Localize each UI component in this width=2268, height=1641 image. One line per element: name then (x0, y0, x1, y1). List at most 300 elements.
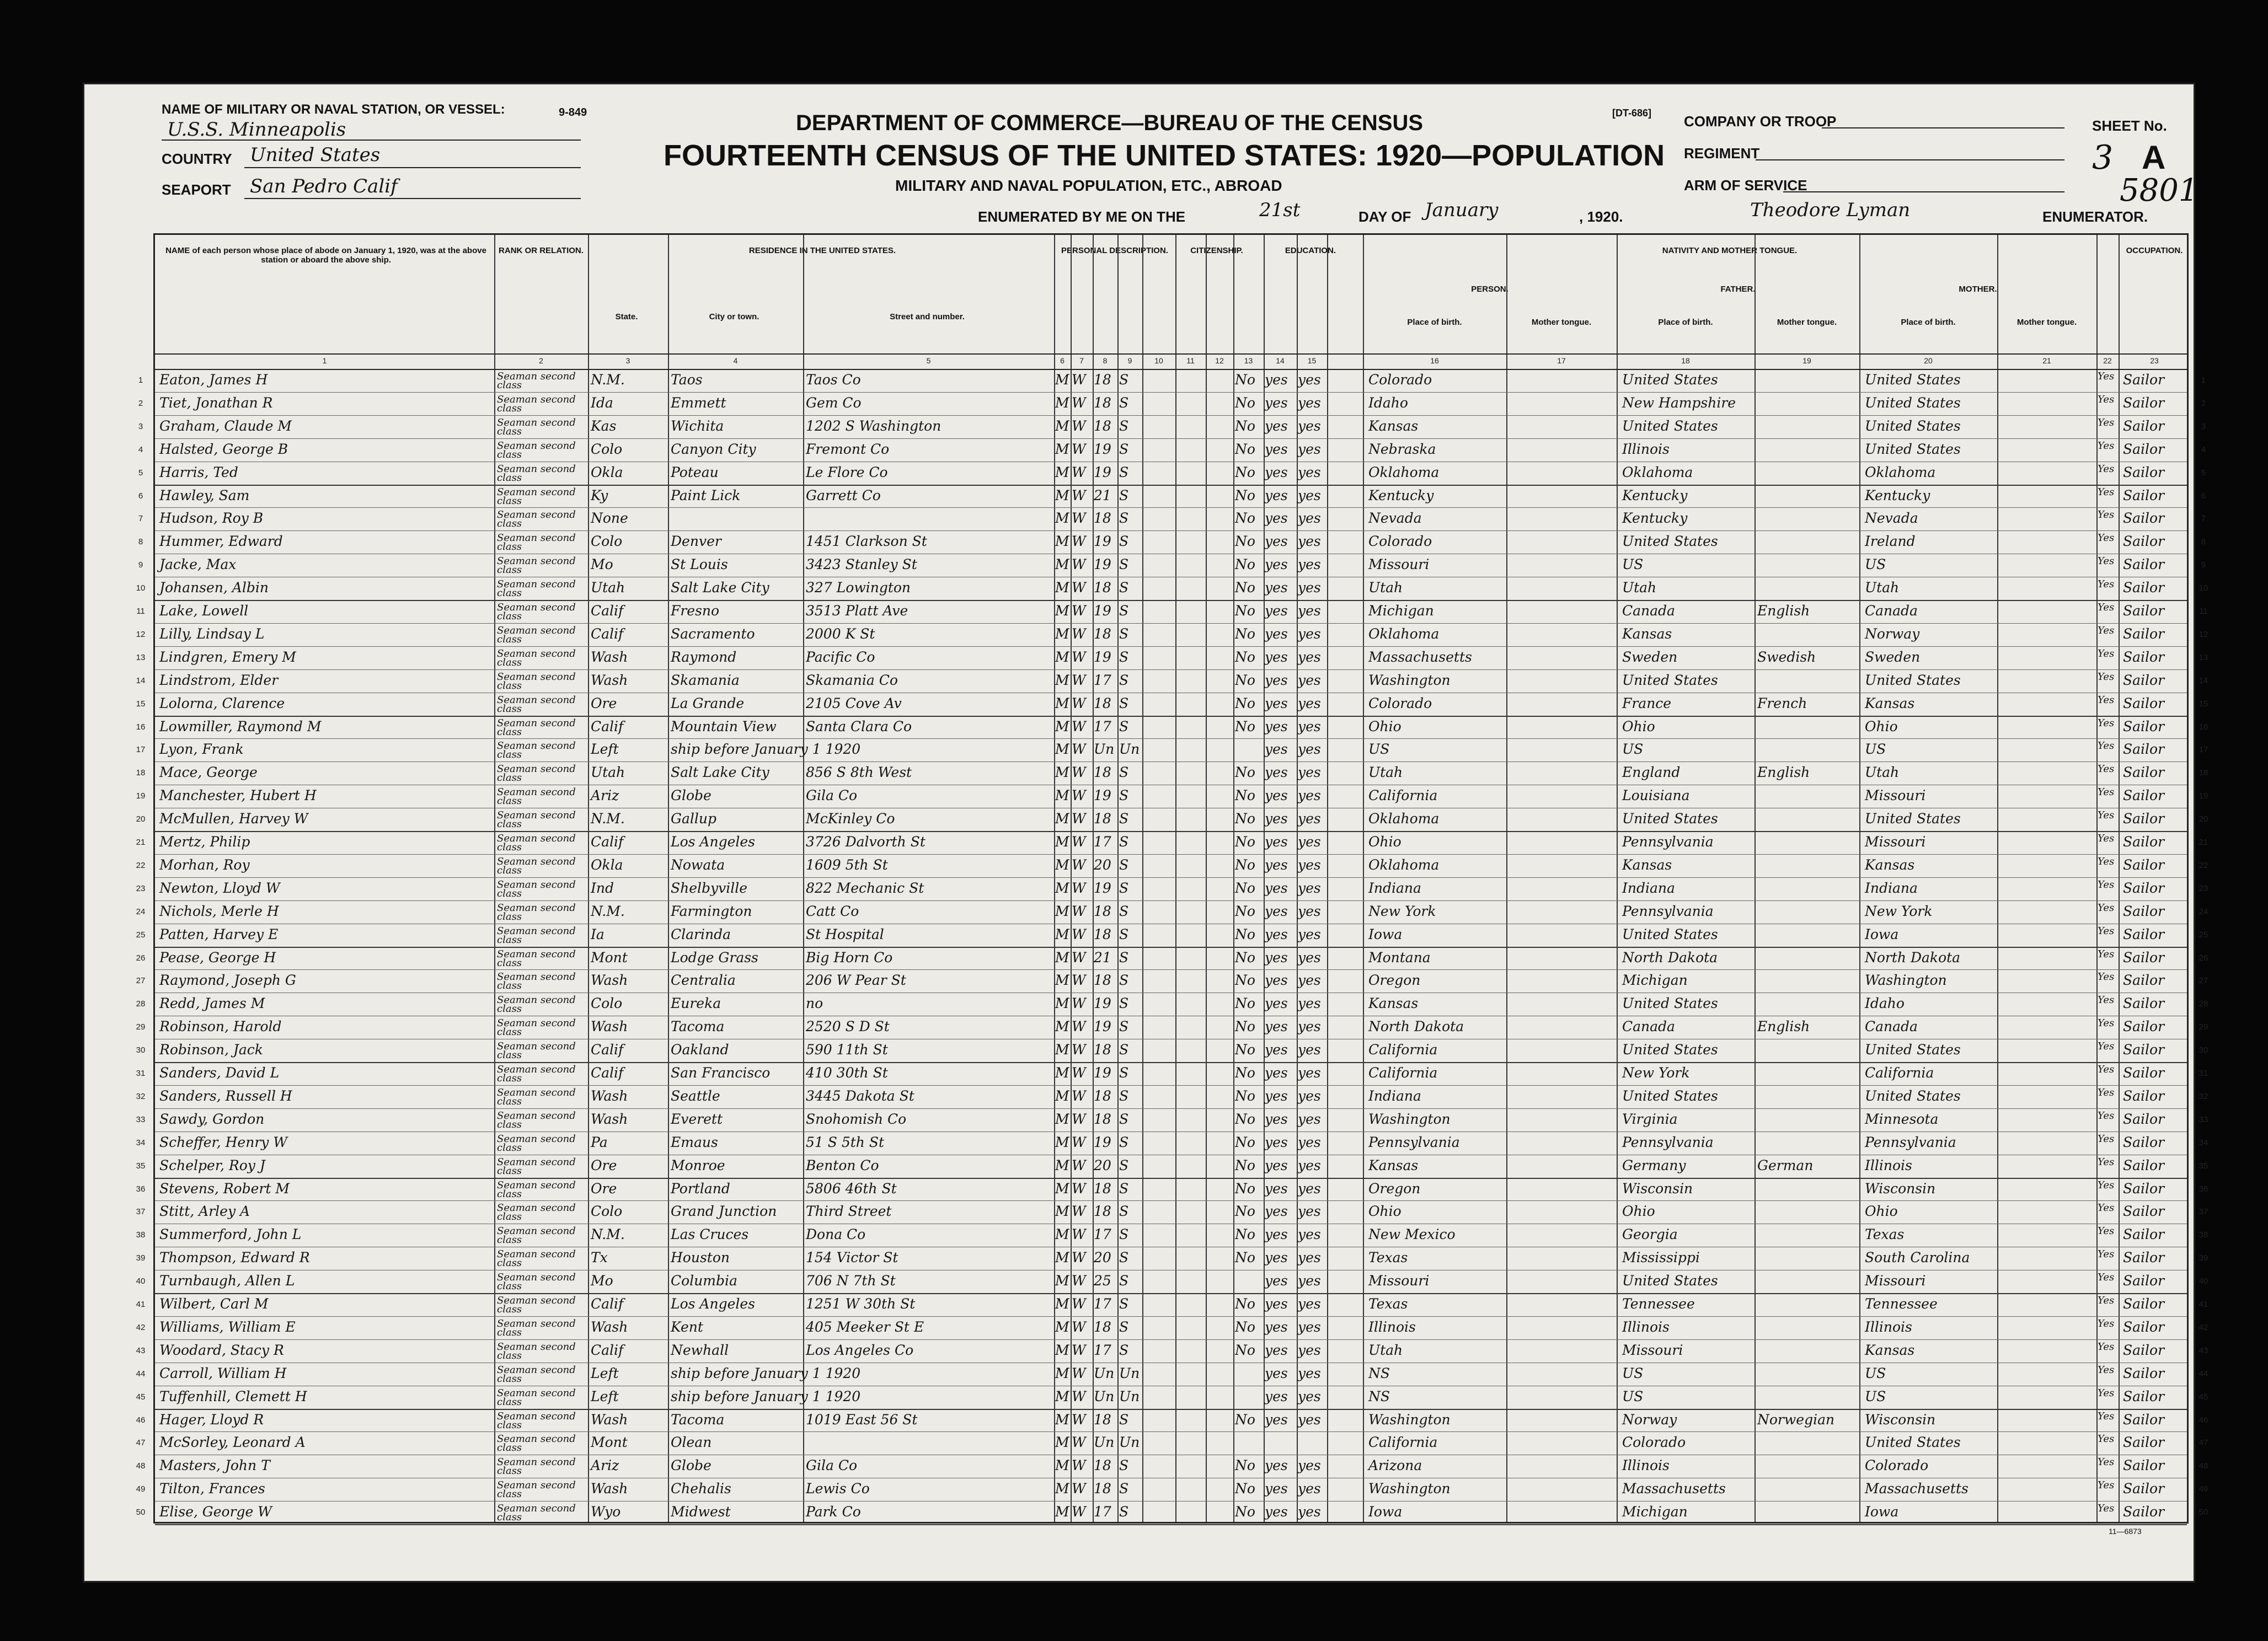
cell-fpob: United States (1622, 1273, 1718, 1289)
cell-att: No (1235, 1134, 1255, 1150)
cell-age: 19 (1094, 1065, 1111, 1081)
cell-sex: M (1055, 625, 1069, 642)
cell-fpob: United States (1622, 811, 1718, 827)
cell-street: Snohomish Co (806, 1111, 907, 1127)
cell-age: 18 (1094, 394, 1111, 411)
cell-mpob: Sweden (1865, 648, 1921, 665)
cell-ms: S (1119, 1411, 1129, 1428)
cell-sex: M (1055, 972, 1069, 989)
header-person-pob: Place of birth. (1407, 318, 1462, 327)
cell-speak: Yes (2098, 1503, 2115, 1515)
cell-state: Colo (591, 1203, 623, 1220)
cell-sex: M (1055, 533, 1069, 550)
cell-state: N.M. (591, 903, 625, 919)
cell-rank: Seaman second class (497, 1317, 576, 1338)
cell-att: No (1235, 1249, 1255, 1266)
cell-age: 18 (1094, 811, 1111, 827)
column-number: 22 (2103, 356, 2112, 365)
cell-city: San Francisco (671, 1065, 771, 1081)
cell-age: 19 (1094, 603, 1111, 619)
cell-ms: S (1119, 1457, 1129, 1474)
row-number-right: 38 (2199, 1230, 2208, 1240)
row-number-left: 44 (136, 1369, 146, 1379)
cell-speak: Yes (2098, 1086, 2115, 1098)
cell-race: W (1072, 510, 1086, 527)
cell-att: No (1235, 464, 1255, 480)
header-street: Street and number. (890, 312, 965, 321)
cell-city: Columbia (671, 1273, 737, 1289)
cell-state: Wyo (591, 1504, 621, 1520)
header-person: PERSON. (1471, 285, 1509, 294)
cell-name: Lolorna, Clarence (159, 695, 285, 711)
cell-read: yes (1265, 1481, 1288, 1497)
cell-state: Wash (591, 1318, 628, 1335)
cell-age: 18 (1094, 625, 1111, 642)
cell-pob: California (1368, 1434, 1438, 1451)
cell-att: No (1235, 1065, 1255, 1081)
cell-race: W (1072, 417, 1086, 434)
cell-occ: Sailor (2123, 764, 2165, 781)
cell-sex: M (1055, 1365, 1069, 1381)
cell-race: W (1072, 1365, 1086, 1381)
cell-speak: Yes (2098, 509, 2115, 521)
sheet-letter: A (2142, 139, 2166, 176)
cell-age: 17 (1094, 672, 1111, 688)
row-number-left: 25 (136, 930, 146, 940)
cell-mpob: Ohio (1865, 718, 1898, 734)
cell-speak: Yes (2098, 439, 2115, 452)
cell-occ: Sailor (2123, 533, 2165, 550)
cell-race: W (1072, 1249, 1086, 1266)
row-number-right: 25 (2199, 930, 2208, 940)
enumerated-prefix: ENUMERATED BY ME ON THE (978, 208, 1186, 225)
cell-pob: Washington (1368, 672, 1451, 688)
cell-speak: Yes (2098, 1225, 2115, 1237)
census-title: FOURTEENTH CENSUS OF THE UNITED STATES: 1920—POPULATION (664, 139, 1665, 172)
cell-age: Un (1094, 1388, 1115, 1404)
cell-rank: Seaman second class (497, 1225, 576, 1246)
cell-occ: Sailor (2123, 856, 2165, 873)
cell-write: yes (1298, 856, 1321, 873)
cell-att: No (1235, 1226, 1255, 1243)
cell-att: No (1235, 764, 1255, 781)
cell-write: yes (1298, 625, 1321, 642)
cell-write: yes (1298, 1018, 1321, 1035)
cell-race: W (1072, 1134, 1086, 1150)
row-number-right: 13 (2199, 652, 2208, 662)
cell-state: Calif (591, 625, 624, 642)
cell-read: yes (1265, 1111, 1288, 1127)
row-number-left: 3 (138, 421, 143, 431)
cell-write: yes (1298, 533, 1321, 550)
cell-att: No (1235, 856, 1255, 873)
cell-pob: Ohio (1368, 834, 1402, 850)
cell-speak: Yes (2098, 555, 2115, 567)
cell-occ: Sailor (2123, 1411, 2165, 1428)
cell-ms: S (1119, 1180, 1129, 1197)
cell-mpob: Iowa (1865, 926, 1899, 942)
cell-speak: Yes (2098, 393, 2115, 405)
cell-pob: Oklahoma (1368, 811, 1440, 827)
cell-street: Garrett Co (806, 487, 881, 503)
row-number-right: 9 (2201, 560, 2206, 570)
cell-state: Wash (591, 1018, 628, 1035)
cell-street: 856 S 8th West (806, 764, 912, 781)
cell-name: McSorley, Leonard A (159, 1434, 306, 1451)
row-number-left: 48 (136, 1461, 146, 1471)
cell-speak: Yes (2098, 1387, 2115, 1399)
cell-state: Calif (591, 1042, 624, 1058)
cell-age: 19 (1094, 880, 1111, 896)
cell-sex: M (1055, 1504, 1069, 1520)
cell-ms: Un (1119, 1434, 1140, 1451)
cell-mpob: United States (1865, 441, 1961, 457)
header-name: NAME of each person whose place of abode on January 1, 1920, was at the above station or aboard the above ship. (165, 246, 486, 265)
cell-state: Calif (591, 834, 624, 850)
cell-occ: Sailor (2123, 1365, 2165, 1381)
row-number-left: 24 (136, 907, 146, 916)
cell-read: yes (1265, 372, 1288, 388)
cell-name: Lyon, Frank (159, 741, 244, 758)
cell-name: Tilton, Frances (159, 1481, 265, 1497)
cell-city: Chehalis (671, 1481, 731, 1497)
cell-write: yes (1298, 1342, 1321, 1358)
cell-race: W (1072, 672, 1086, 688)
cell-att: No (1235, 648, 1255, 665)
cell-fpob: North Dakota (1622, 949, 1718, 966)
cell-mpob: Wisconsin (1865, 1180, 1936, 1197)
cell-att: No (1235, 372, 1255, 388)
cell-race: W (1072, 487, 1086, 503)
cell-fpob: Tennessee (1622, 1296, 1695, 1312)
cell-write: yes (1298, 926, 1321, 942)
cell-read: yes (1265, 1388, 1288, 1404)
cell-sex: M (1055, 648, 1069, 665)
day-of-label: DAY OF (1358, 208, 1411, 225)
cell-city: Nowata (671, 856, 725, 873)
header-citizenship: CITIZENSHIP. (1190, 246, 1243, 255)
cell-street: 5806 46th St (806, 1180, 897, 1197)
cell-occ: Sailor (2123, 1342, 2165, 1358)
column-number: 2 (539, 356, 543, 365)
cell-speak: Yes (2098, 809, 2115, 822)
cell-att: No (1235, 1180, 1255, 1197)
cell-speak: Yes (2098, 948, 2115, 960)
cell-fpob: Kansas (1622, 625, 1672, 642)
cell-state: Colo (591, 533, 623, 550)
header-father: FATHER. (1720, 285, 1756, 294)
cell-occ: Sailor (2123, 417, 2165, 434)
cell-race: W (1072, 580, 1086, 596)
row-number-right: 44 (2199, 1369, 2208, 1379)
cell-ftongue: German (1757, 1157, 1814, 1173)
census-subtitle: MILITARY AND NAVAL POPULATION, ETC., ABROAD (895, 177, 1282, 194)
cell-street: 822 Mechanic St (806, 880, 924, 896)
seaport-value: San Pedro Calif (250, 175, 398, 197)
header-mother-tongue: Mother tongue. (2016, 318, 2077, 327)
cell-occ: Sailor (2123, 1481, 2165, 1497)
cell-read: yes (1265, 1411, 1288, 1428)
cell-ms: S (1119, 1318, 1129, 1335)
cell-street: 1609 5th St (806, 856, 888, 873)
cell-mpob: Canada (1865, 1018, 1918, 1035)
cell-mpob: Kentucky (1865, 487, 1930, 503)
cell-state: Wash (591, 1481, 628, 1497)
cell-read: yes (1265, 1226, 1288, 1243)
company-underline (1822, 127, 2064, 128)
cell-street: 1451 Clarkson St (806, 533, 927, 550)
row-number-left: 4 (138, 444, 143, 454)
cell-read: yes (1265, 903, 1288, 919)
cell-read: yes (1265, 949, 1288, 966)
cell-street: 1019 East 56 St (806, 1411, 918, 1428)
cell-fpob: Kentucky (1622, 487, 1688, 503)
row-number-left: 31 (136, 1069, 146, 1078)
cell-city: Poteau (671, 464, 719, 480)
cell-city: Los Angeles (671, 1296, 756, 1312)
cell-rank: Seaman second class (497, 833, 576, 853)
cell-fpob: United States (1622, 926, 1718, 942)
cell-city: Shelbyville (671, 880, 748, 896)
cell-fpob: Canada (1622, 1018, 1675, 1035)
column-number: 9 (1127, 356, 1132, 365)
cell-name: Sanders, David L (159, 1065, 280, 1081)
cell-pob: Utah (1368, 1342, 1403, 1358)
cell-sex: M (1055, 1273, 1069, 1289)
cell-city: Wichita (671, 417, 724, 434)
cell-mpob: US (1865, 741, 1886, 758)
cell-read: yes (1265, 880, 1288, 896)
column-number: 17 (1557, 356, 1566, 365)
cell-read: yes (1265, 764, 1288, 781)
cell-ms: S (1119, 811, 1129, 827)
row-number-right: 6 (2201, 491, 2206, 501)
cell-occ: Sailor (2123, 1434, 2165, 1451)
cell-rank: Seaman second class (497, 439, 576, 460)
row-number-left: 41 (136, 1300, 146, 1309)
cell-age: 18 (1094, 764, 1111, 781)
cell-sex: M (1055, 811, 1069, 827)
cell-race: W (1072, 949, 1086, 966)
cell-sex: M (1055, 1318, 1069, 1335)
cell-street: 1251 W 30th St (806, 1296, 916, 1312)
census-sheet (83, 83, 2208, 1583)
cell-pob: Colorado (1368, 533, 1432, 550)
cell-pob: Washington (1368, 1411, 1451, 1428)
row-number-right: 8 (2201, 537, 2206, 547)
cell-state: Wash (591, 672, 628, 688)
column-number: 14 (1276, 356, 1285, 365)
cell-occ: Sailor (2123, 1018, 2165, 1035)
cell-sex: M (1055, 580, 1069, 596)
cell-write: yes (1298, 1134, 1321, 1150)
cell-mpob: United States (1865, 672, 1961, 688)
cell-fpob: Massachusetts (1622, 1481, 1726, 1497)
cell-speak: Yes (2098, 1156, 2115, 1168)
cell-occ: Sailor (2123, 1065, 2165, 1081)
row-number-right: 35 (2199, 1161, 2208, 1171)
cell-ms: S (1119, 1134, 1129, 1150)
cell-state: Left (591, 1388, 619, 1404)
cell-ftongue: English (1757, 603, 1810, 619)
cell-street: 3423 Stanley St (806, 556, 917, 573)
cell-sex: M (1055, 441, 1069, 457)
station-underline (162, 140, 581, 141)
enumerator-label: ENUMERATOR. (2042, 208, 2148, 225)
cell-fpob: United States (1622, 672, 1718, 688)
row-number-left: 17 (136, 745, 146, 755)
cell-street: 327 Lowington (806, 580, 911, 596)
cell-occ: Sailor (2123, 1087, 2165, 1104)
cell-speak: Yes (2098, 925, 2115, 937)
cell-name: Masters, John T (159, 1457, 270, 1474)
cell-state: Ky (591, 487, 608, 503)
cell-city: Gallup (671, 811, 716, 827)
cell-pob: Oklahoma (1368, 625, 1440, 642)
cell-name: Morhan, Roy (159, 856, 250, 873)
cell-pob: Washington (1368, 1481, 1451, 1497)
cell-att: No (1235, 1342, 1255, 1358)
cell-age: 18 (1094, 1042, 1111, 1058)
cell-rank: Seaman second class (497, 1410, 576, 1431)
cell-state: Okla (591, 856, 623, 873)
cell-occ: Sailor (2123, 510, 2165, 527)
cell-occ: Sailor (2123, 1111, 2165, 1127)
row-number-left: 20 (136, 814, 146, 824)
cell-city: Globe (671, 1457, 712, 1474)
cell-pob: Oklahoma (1368, 856, 1440, 873)
cell-speak: Yes (2098, 671, 2115, 683)
cell-fpob: United States (1622, 1042, 1718, 1058)
cell-pob: Idaho (1368, 394, 1408, 411)
cell-ms: S (1119, 580, 1129, 596)
cell-pob: North Dakota (1368, 1018, 1464, 1035)
column-number: 7 (1079, 356, 1084, 365)
cell-ms: Un (1119, 1365, 1140, 1381)
row-number-right: 10 (2199, 583, 2208, 593)
cell-read: yes (1265, 394, 1288, 411)
row-number-right: 19 (2199, 791, 2208, 801)
cell-fpob: US (1622, 556, 1644, 573)
cell-att: No (1235, 718, 1255, 734)
cell-att: No (1235, 926, 1255, 942)
row-number-right: 17 (2199, 745, 2208, 755)
cell-mpob: Missouri (1865, 1273, 1926, 1289)
column-number: 3 (625, 356, 630, 365)
cell-write: yes (1298, 556, 1321, 573)
cell-rank: Seaman second class (497, 1133, 576, 1154)
cell-fpob: Kansas (1622, 856, 1672, 873)
cell-write: yes (1298, 1388, 1321, 1404)
cell-pob: Kansas (1368, 1157, 1419, 1173)
cell-speak: Yes (2098, 1410, 2115, 1422)
cell-age: 19 (1094, 441, 1111, 457)
column-number: 11 (1186, 356, 1195, 365)
cell-pob: Oklahoma (1368, 464, 1440, 480)
sheet-number: 3 (2092, 138, 2114, 177)
column-number: 13 (1244, 356, 1253, 365)
cell-rank: Seaman second class (497, 855, 576, 876)
cell-speak: Yes (2098, 1295, 2115, 1306)
cell-city: Lodge Grass (671, 949, 758, 966)
cell-street: Pacific Co (806, 648, 875, 665)
cell-ms: S (1119, 533, 1129, 550)
cell-street: Park Co (806, 1504, 861, 1520)
cell-race: W (1072, 811, 1086, 827)
cell-read: yes (1265, 1157, 1288, 1173)
cell-mpob: California (1865, 1065, 1934, 1081)
cell-rank: Seaman second class (497, 740, 576, 761)
cell-age: 18 (1094, 1318, 1111, 1335)
cell-state: Calif (591, 1342, 624, 1358)
cell-fpob: Ohio (1622, 718, 1655, 734)
cell-ms: Un (1119, 741, 1140, 758)
cell-read: yes (1265, 1134, 1288, 1150)
cell-read: yes (1265, 741, 1288, 758)
cell-write: yes (1298, 787, 1321, 804)
form-number: 9-849 (559, 106, 587, 119)
cell-ms: S (1119, 1042, 1129, 1058)
cell-fpob: Canada (1622, 603, 1675, 619)
cell-city: Everett (671, 1111, 723, 1127)
cell-race: W (1072, 1411, 1086, 1428)
cell-sex: M (1055, 926, 1069, 942)
cell-pob: Illinois (1368, 1318, 1416, 1335)
cell-ms: S (1119, 695, 1129, 711)
cell-att: No (1235, 417, 1255, 434)
row-number-left: 9 (138, 560, 143, 570)
cell-rank: Seaman second class (497, 786, 576, 807)
cell-speak: Yes (2098, 1179, 2115, 1191)
cell-mpob: Idaho (1865, 995, 1905, 1012)
cell-speak: Yes (2098, 647, 2115, 659)
cell-fpob: Missouri (1622, 1342, 1683, 1358)
cell-occ: Sailor (2123, 1296, 2165, 1312)
enumerated-day: 21st (1259, 199, 1301, 221)
cell-rank: Seaman second class (497, 393, 576, 414)
cell-read: yes (1265, 1018, 1288, 1035)
cell-ms: S (1119, 394, 1129, 411)
cell-race: W (1072, 1504, 1086, 1520)
cell-state: Calif (591, 718, 624, 734)
cell-pob: Indiana (1368, 1087, 1421, 1104)
cell-pob: NS (1368, 1388, 1390, 1404)
cell-write: yes (1298, 718, 1321, 734)
cell-name: Hager, Lloyd R (159, 1411, 264, 1428)
row-number-left: 26 (136, 953, 146, 963)
cell-mpob: United States (1865, 1434, 1961, 1451)
cell-mpob: Illinois (1865, 1318, 1912, 1335)
cell-speak: Yes (2098, 602, 2115, 613)
cell-att: No (1235, 603, 1255, 619)
cell-att: No (1235, 1018, 1255, 1035)
column-number: 4 (733, 356, 738, 365)
row-number-left: 39 (136, 1253, 146, 1263)
cell-age: 18 (1094, 510, 1111, 527)
cell-write: yes (1298, 672, 1321, 688)
census-table (136, 233, 2208, 1524)
cell-pob: Missouri (1368, 1273, 1430, 1289)
cell-name: Tuffenhill, Clemett H (159, 1388, 307, 1404)
cell-race: W (1072, 903, 1086, 919)
cell-att: No (1235, 1457, 1255, 1474)
cell-read: yes (1265, 1065, 1288, 1081)
cell-name: Halsted, George B (159, 441, 288, 457)
cell-occ: Sailor (2123, 625, 2165, 642)
cell-occ: Sailor (2123, 741, 2165, 758)
cell-pob: Iowa (1368, 926, 1403, 942)
cell-sex: M (1055, 1065, 1069, 1081)
